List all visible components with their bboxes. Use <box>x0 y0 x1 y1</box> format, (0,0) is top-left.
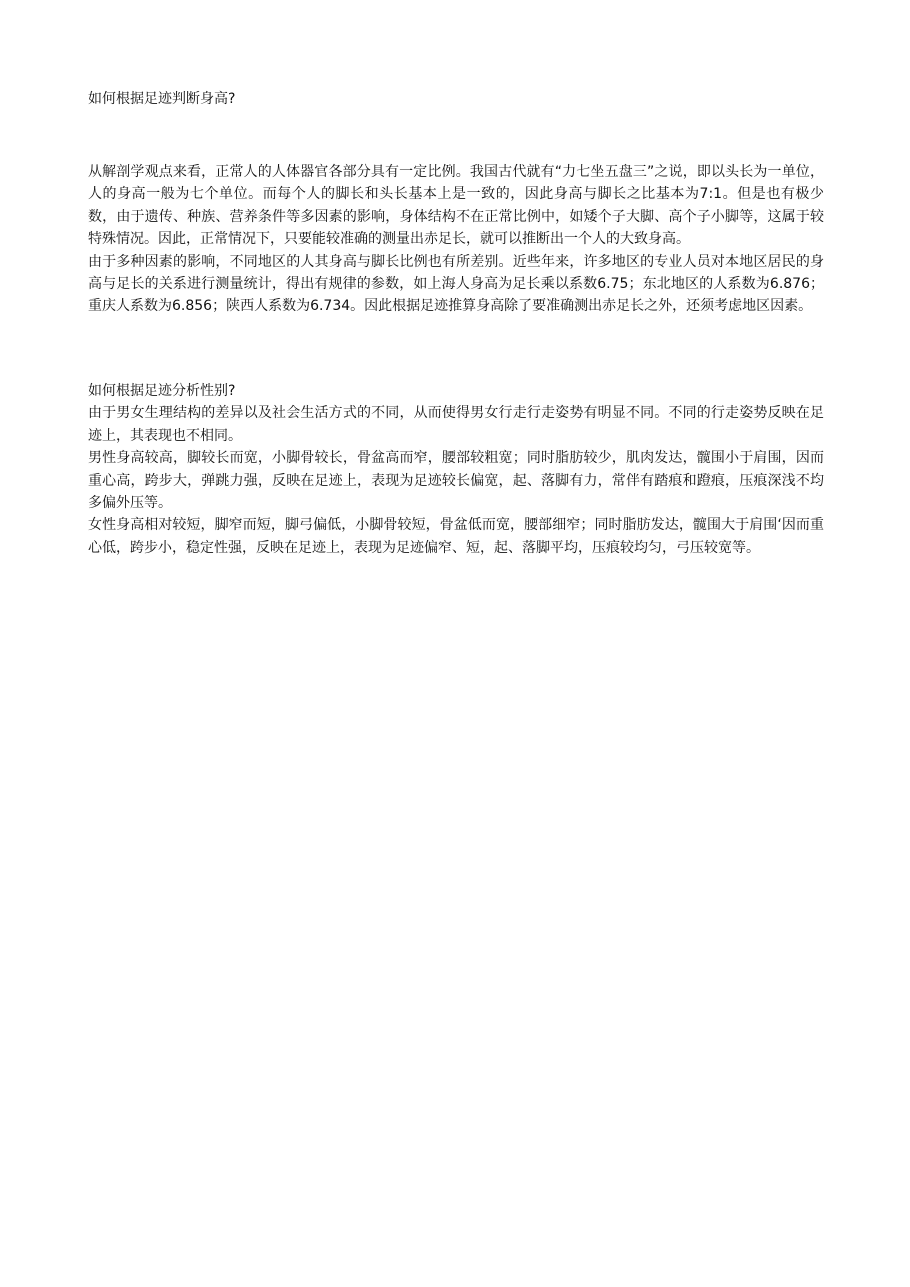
section-gender <box>88 380 824 559</box>
section-height <box>88 161 824 318</box>
paragraph-female-traits: 女性身高相对较短，脚窄而短，脚弓偏低，小脚骨较短，骨盆低而宽，腰部细窄；同时脂肪发达，髋围大于肩围‘因而重心低，跨步小，稳定性强，反映在足迹上，表现为足迹偏窄、短，起、落脚平均，压痕较均匀，弓压较宽等。 <box>88 517 824 556</box>
paragraph-male-traits: 男性身高较高，脚较长而宽，小脚骨较长，骨盆高而窄，腰部较粗宽；同时脂肪较少，肌肉发达，髋围小于肩围，因而重心高，跨步大，弹跳力强，反映在足迹上，表现为足迹较长偏宽，起、落脚有力，常伴有踏痕和蹬痕，压痕深浅不均多偏外压等。 <box>88 450 824 512</box>
paragraph-regional-coefficients: 由于多种因素的影响，不同地区的人其身高与脚长比例也有所差别。近些年来，许多地区的专业人员对本地区居民的身高与足长的关系进行测量统计，得出有规律的参数，如上海人身高为足长乘以系数6.75；东北地区的人系数为6.876；重庆人系数为6.856；陕西人系数为6.734。因此根据足迹推算身高除了要准确测出赤足长之外，还须考虑地区因素。 <box>88 253 824 315</box>
paragraph-anatomy-proportion: 从解剖学观点来看，正常人的人体器官各部分具有一定比例。我国古代就有“力七坐五盘三”之说，即以头长为一单位，人的身高一般为七个单位。而每个人的脚长和头长基本上是一致的，因此身高与脚长之比基本为7:1。但是也有极少数，由于遗传、种族、营养条件等多因素的影响，身体结构不在正常比例中，如矮个子大脚、高个子小脚等，这属于较特殊情况。因此，正常情况下，只要能较准确的测量出赤足长，就可以推断出一个人的大致身高。 <box>88 164 824 248</box>
heading-height-from-footprint: 如何根据足迹判断身高? <box>88 91 236 107</box>
paragraph-gender-intro: 由于男女生理结构的差异以及社会生活方式的不同，从而使得男女行走行走姿势有明显不同。不同的行走姿势反映在足迹上，其表现也不相同。 <box>88 405 824 444</box>
heading-gender-from-footprint: 如何根据足迹分析性别? <box>88 383 236 399</box>
